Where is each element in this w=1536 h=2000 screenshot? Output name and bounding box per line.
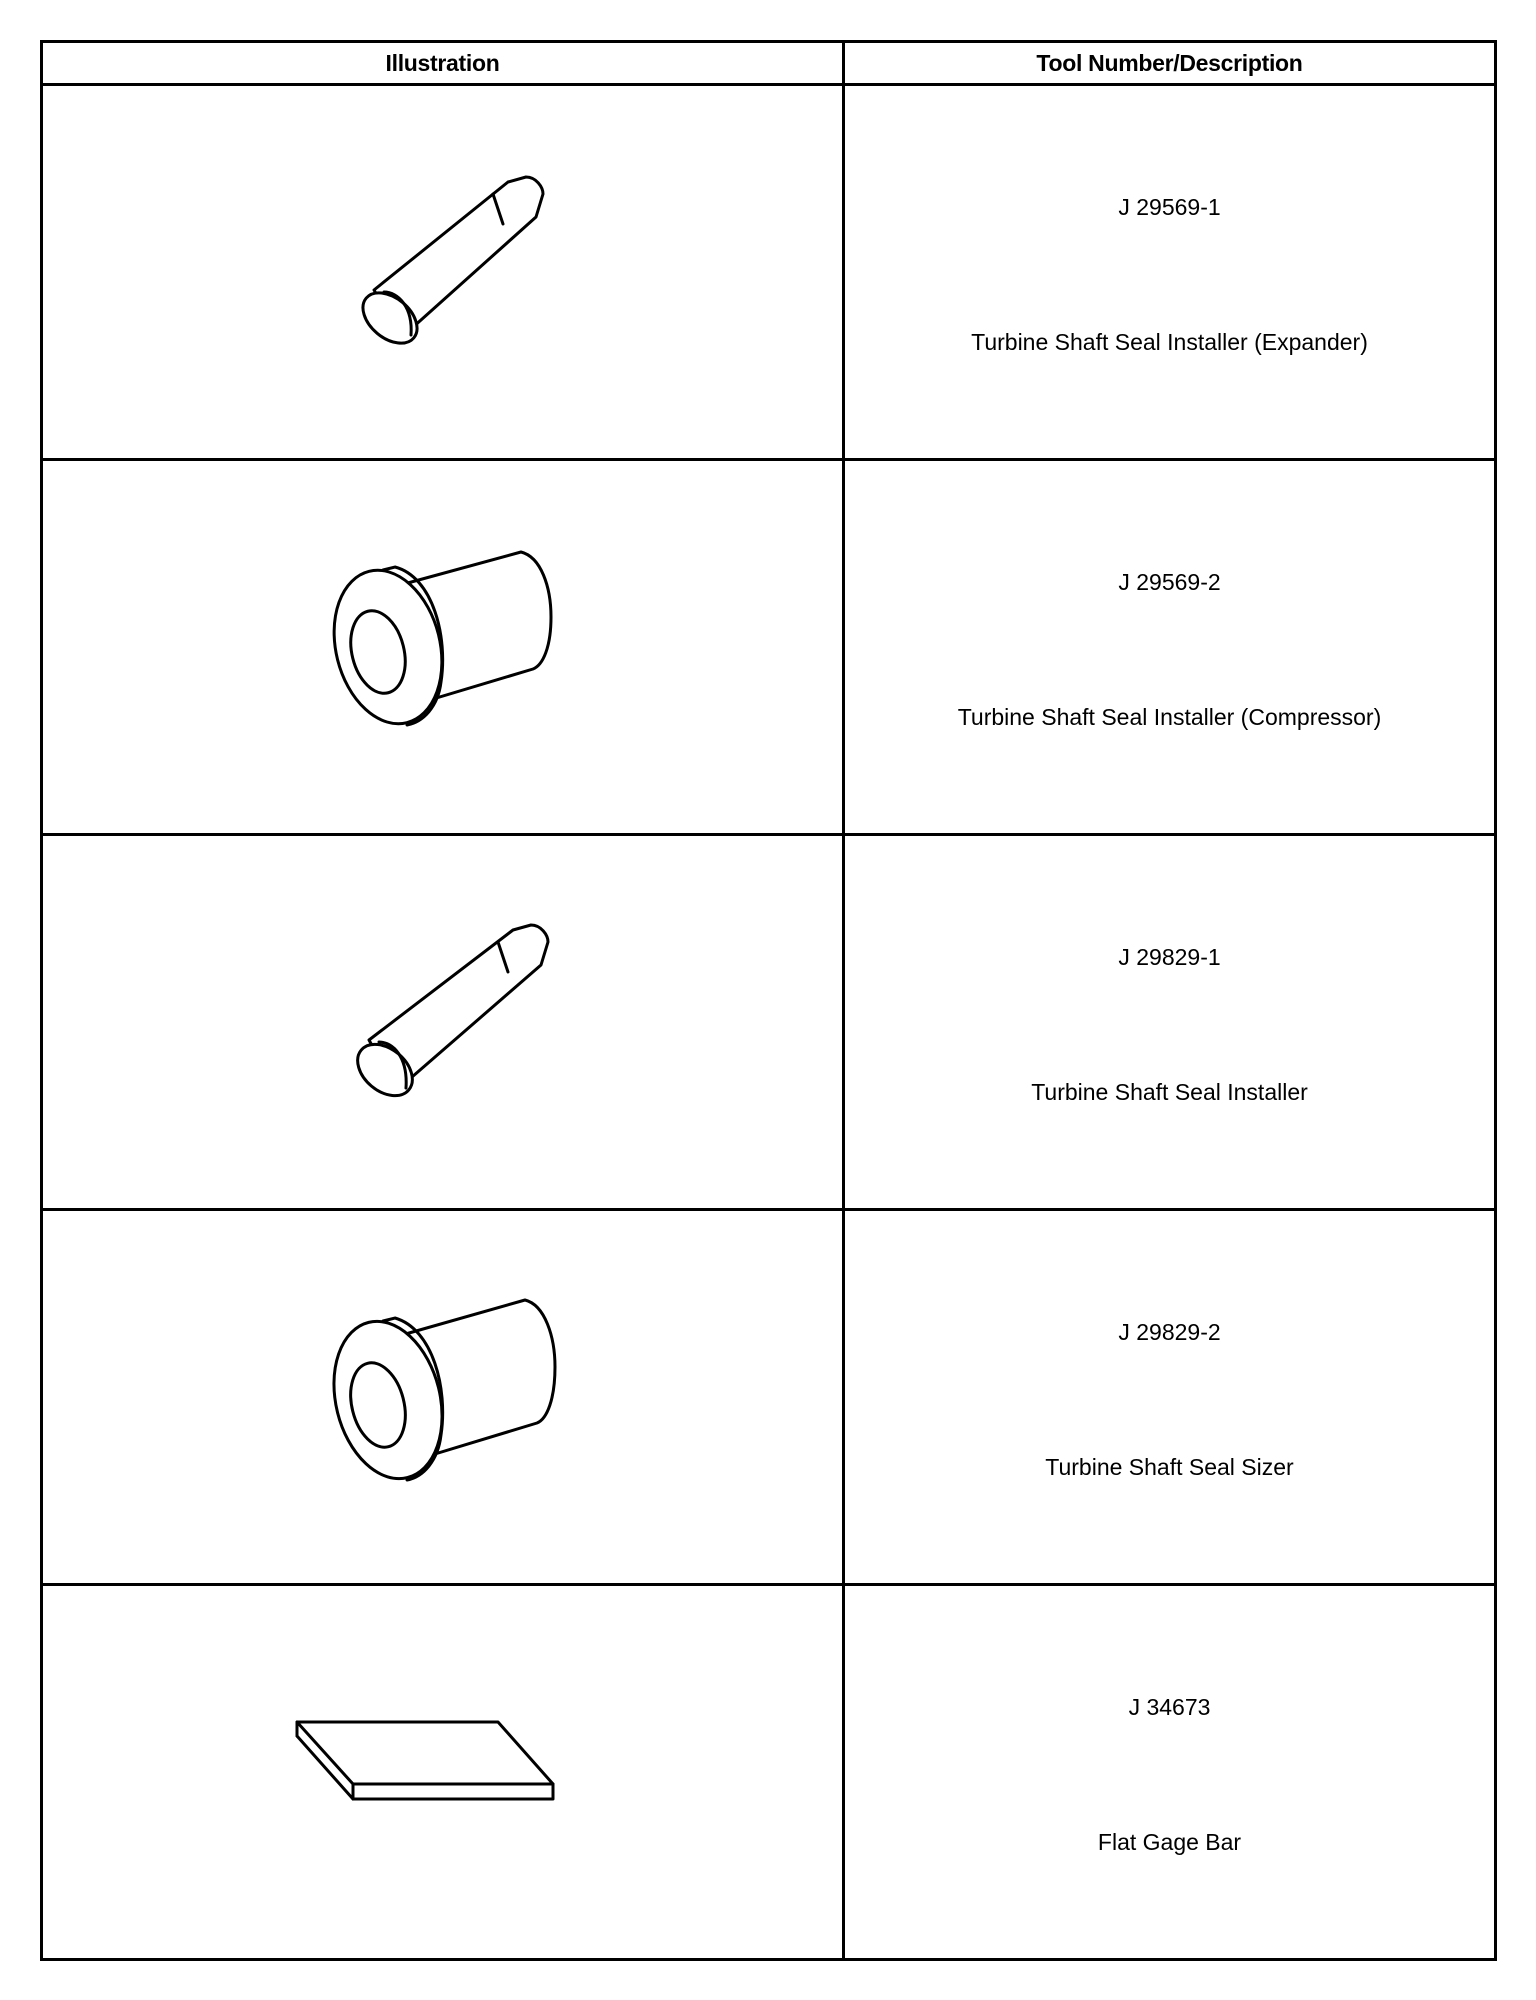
tool-cell xyxy=(844,835,1496,1210)
tool-description: Turbine Shaft Seal Sizer xyxy=(1045,1454,1294,1480)
illustration-cell xyxy=(42,835,844,1210)
tool-description: Turbine Shaft Seal Installer xyxy=(1031,1079,1308,1105)
tool-description: Turbine Shaft Seal Installer (Expander) xyxy=(971,329,1368,355)
tool-cell xyxy=(844,85,1496,460)
tapered-shaft-icon xyxy=(293,142,593,402)
table-row xyxy=(42,1585,1496,1960)
table-row xyxy=(42,835,1496,1210)
tool-header: Tool Number/Description xyxy=(844,42,1496,85)
tool-description: Flat Gage Bar xyxy=(1097,1829,1242,1855)
flanged-sleeve-icon xyxy=(283,1267,603,1527)
table-row xyxy=(42,1210,1496,1585)
tool-cell xyxy=(844,1585,1496,1960)
illustration-header: Illustration xyxy=(42,42,844,85)
tool-number: J 34673 xyxy=(1128,1694,1211,1720)
tool-number: J 29829-1 xyxy=(1118,944,1221,970)
tool-description: Turbine Shaft Seal Installer (Compressor) xyxy=(957,704,1382,730)
flat-bar-icon xyxy=(273,1692,613,1852)
illustration-cell xyxy=(42,85,844,460)
tool-table xyxy=(40,40,1497,1961)
tool-number: J 29569-2 xyxy=(1118,569,1221,595)
illustration-cell xyxy=(42,460,844,835)
tapered-shaft-icon xyxy=(293,892,593,1152)
table-row xyxy=(42,460,1496,835)
illustration-cell xyxy=(42,1210,844,1585)
tool-number: J 29829-2 xyxy=(1118,1319,1221,1345)
table-row xyxy=(42,85,1496,460)
header-row xyxy=(42,42,1496,85)
tool-cell xyxy=(844,1210,1496,1585)
tool-number: J 29569-1 xyxy=(1118,194,1221,220)
illustration-cell xyxy=(42,1585,844,1960)
flanged-sleeve-icon xyxy=(283,517,603,777)
tool-cell xyxy=(844,460,1496,835)
